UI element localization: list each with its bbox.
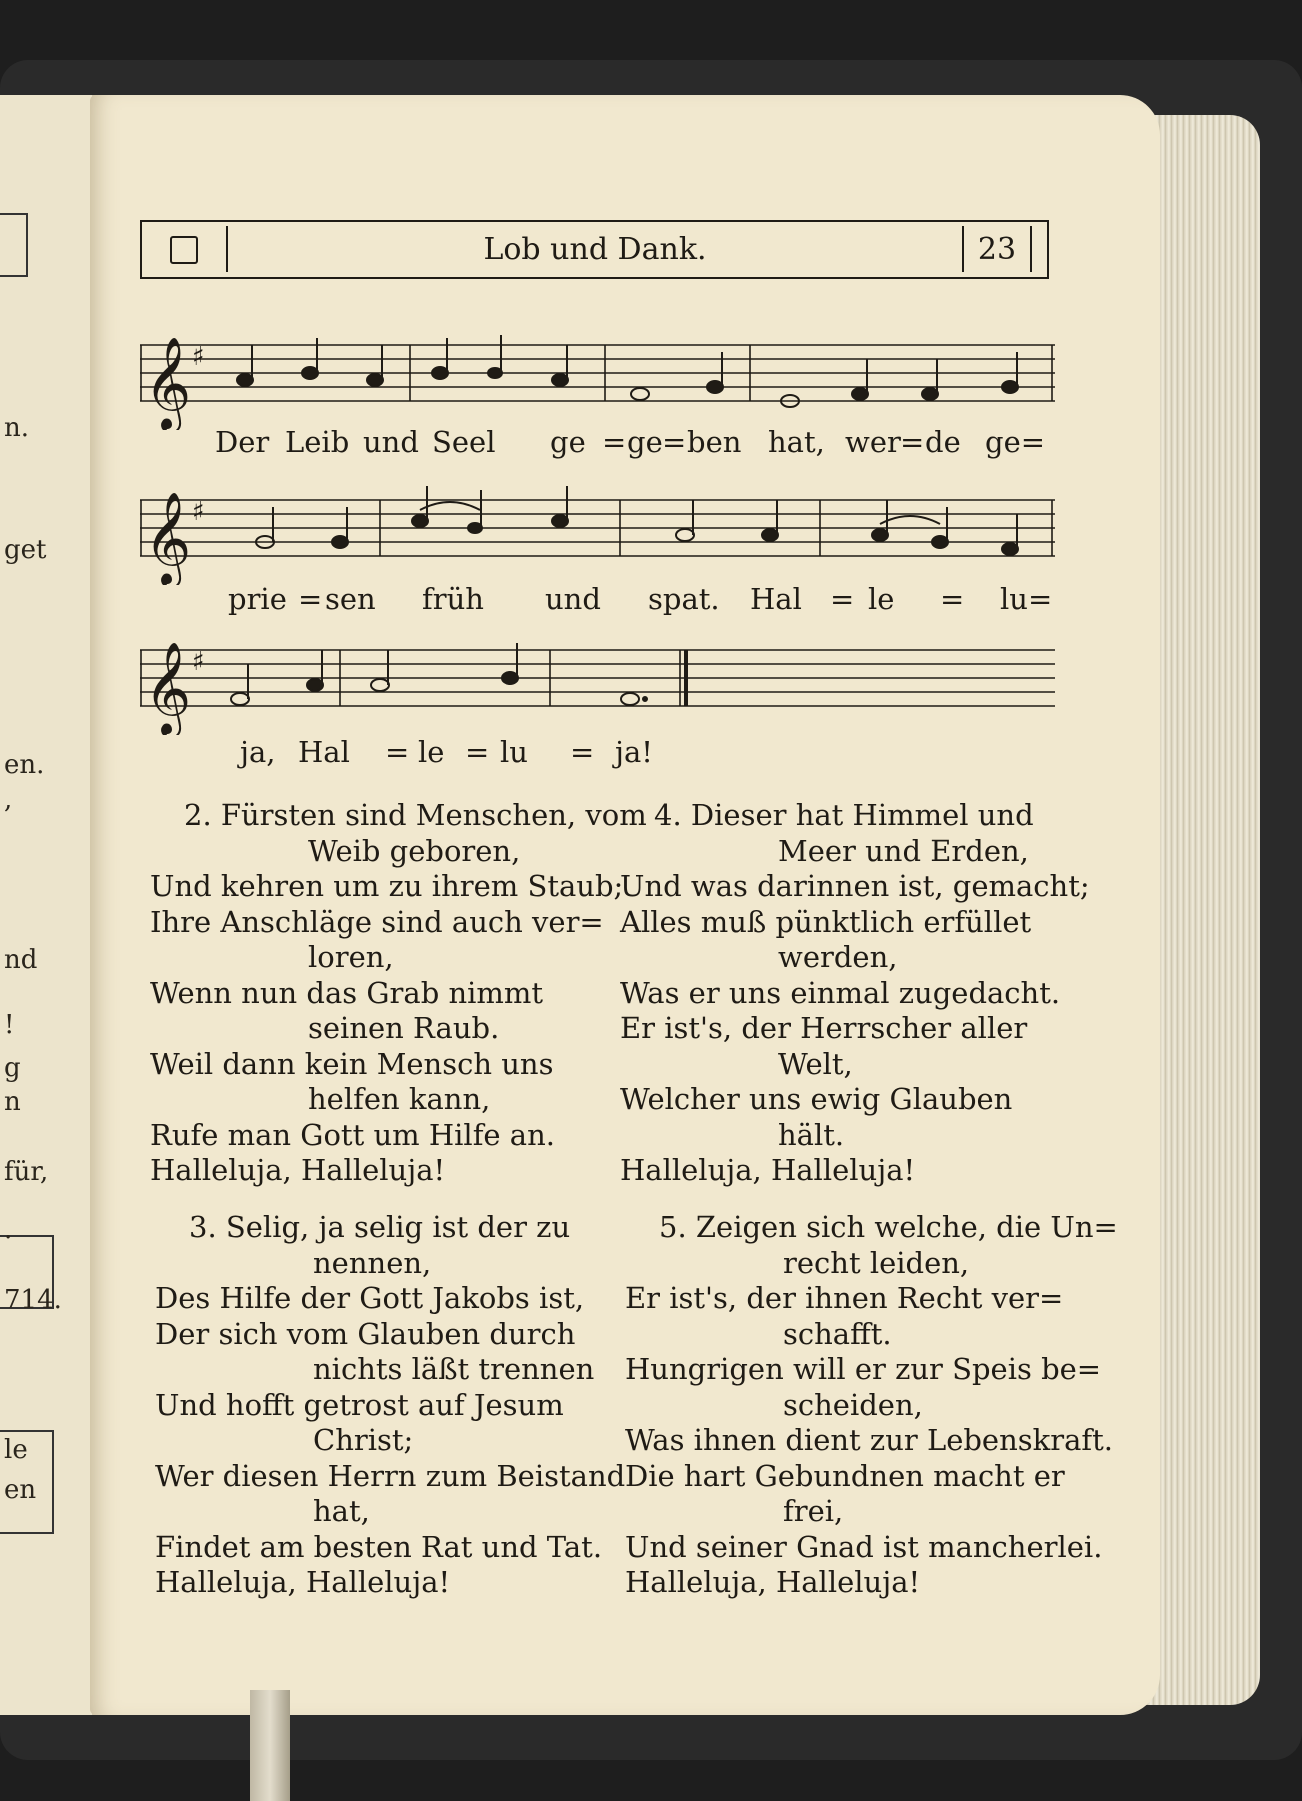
verse-4 xyxy=(620,798,1090,1189)
verse-line: 3. Selig, ja selig ist der zu xyxy=(189,1210,571,1244)
treble-clef-icon: 𝄞 xyxy=(144,336,192,429)
left-page-text: g xyxy=(4,1053,21,1083)
lyric-syllable: und xyxy=(545,582,601,616)
left-page-text: en. xyxy=(4,750,45,780)
lyric-syllable: spat. xyxy=(648,582,720,616)
page-title: Lob und Dank. xyxy=(483,232,707,267)
verse-line: Und kehren um zu ihrem Staub; xyxy=(150,869,624,903)
left-page-header-box xyxy=(0,213,28,277)
verse-line: Rufe man Gott um Hilfe an. xyxy=(150,1117,555,1152)
lyrics-line-1 xyxy=(140,425,1050,465)
lyric-syllable: Leib xyxy=(285,425,350,459)
verse-line: Und seiner Gnad ist mancherlei. xyxy=(625,1529,1103,1564)
lyric-syllable: = xyxy=(662,425,687,459)
music-staff-2 xyxy=(140,480,1055,585)
lyric-syllable: = xyxy=(465,735,490,769)
verse-line: nichts läßt trennen xyxy=(313,1352,595,1386)
verse-line: Halleluja, Halleluja! xyxy=(155,1565,451,1599)
verse-line: Was er uns einmal zugedacht. xyxy=(620,975,1061,1010)
lyric-syllable: = xyxy=(900,425,925,459)
lyric-syllable: Seel xyxy=(432,425,496,459)
lyric-syllable: sen xyxy=(325,582,376,616)
lyric-syllable: ge xyxy=(550,425,586,459)
verse-line: Halleluja, Halleluja! xyxy=(150,1153,446,1187)
verse-line: seinen Raub. xyxy=(308,1011,500,1045)
verse-line: Die hart Gebundnen macht er xyxy=(625,1458,1065,1493)
verse-line: Alles muß pünktlich erfüllet xyxy=(620,904,1032,939)
verse-line: Er ist's, der ihnen Recht ver= xyxy=(625,1281,1064,1315)
left-page-text: . xyxy=(4,1215,13,1245)
sharp-icon: ♯ xyxy=(192,497,205,527)
verse-line: loren, xyxy=(308,940,394,974)
verse-3 xyxy=(155,1210,625,1601)
verse-line: scheiden, xyxy=(783,1387,923,1422)
lyric-syllable: = xyxy=(298,582,323,616)
lyric-syllable: le xyxy=(868,582,895,616)
lyric-syllable: = xyxy=(940,582,965,616)
verse-line: Christ; xyxy=(313,1423,414,1457)
lyric-syllable: ja, xyxy=(240,735,276,769)
verse-line: hat, xyxy=(313,1494,370,1528)
lyric-syllable: ge= xyxy=(985,425,1046,459)
lyric-syllable: Der xyxy=(215,425,270,459)
lyrics-line-2 xyxy=(140,582,1053,622)
lyric-syllable: le xyxy=(418,735,445,769)
left-page-text: ! xyxy=(4,1010,15,1040)
sharp-icon: ♯ xyxy=(192,342,205,372)
left-page-text: en xyxy=(4,1475,37,1505)
left-page-text: le xyxy=(4,1435,28,1465)
verse-line: Halleluja, Halleluja! xyxy=(625,1565,921,1599)
verse-line: Des Hilfe der Gott Jakobs ist, xyxy=(155,1281,585,1315)
verse-line: schafft. xyxy=(783,1316,892,1351)
verse-line: Halleluja, Halleluja! xyxy=(620,1153,916,1187)
verse-line: 5. Zeigen sich welche, die Un= xyxy=(659,1210,1118,1244)
header-divider xyxy=(1030,226,1032,272)
left-page xyxy=(0,95,92,1715)
verse-line: Meer und Erden, xyxy=(778,833,1029,868)
lyric-syllable: lu xyxy=(500,735,528,769)
lyric-syllable: de xyxy=(925,425,961,459)
verse-line: Er ist's, der Herrscher aller xyxy=(620,1011,1028,1045)
lyric-syllable: früh xyxy=(422,582,484,616)
lyric-syllable: = xyxy=(385,735,410,769)
verse-line: Ihre Anschläge sind auch ver= xyxy=(150,904,604,939)
verse-line: Welt, xyxy=(778,1046,853,1081)
verse-line: Und was darinnen ist, gemacht; xyxy=(620,869,1090,903)
verse-line: helfen kann, xyxy=(308,1082,491,1116)
treble-clef-icon: 𝄞 xyxy=(144,641,192,734)
lyric-syllable: wer xyxy=(845,425,901,459)
verse-line: Wenn nun das Grab nimmt xyxy=(150,975,544,1010)
left-page-text: n xyxy=(4,1087,21,1117)
verse-line: recht leiden, xyxy=(783,1245,970,1280)
lyric-syllable: = xyxy=(830,582,855,616)
verse-5 xyxy=(625,1210,1118,1601)
left-page-text: n. xyxy=(4,413,30,443)
verse-line: Weil dann kein Mensch uns xyxy=(150,1046,554,1081)
lyric-syllable: Hal xyxy=(298,735,350,769)
left-page-text: 714. xyxy=(4,1285,62,1315)
page-number: 23 xyxy=(977,232,1017,267)
lyric-syllable: und xyxy=(363,425,419,459)
lyric-syllable: hat, xyxy=(768,425,825,459)
verse-line: Hungrigen will er zur Speis be= xyxy=(625,1352,1102,1386)
left-page-text: nd xyxy=(4,945,38,975)
verse-line: Der sich vom Glauben durch xyxy=(155,1316,576,1351)
verse-line: Was ihnen dient zur Lebenskraft. xyxy=(625,1423,1113,1457)
verse-line: Weib geboren, xyxy=(308,833,521,868)
lyric-syllable: prie xyxy=(228,582,287,616)
lyric-syllable: ge xyxy=(627,425,663,459)
lyric-syllable: Hal xyxy=(750,582,802,616)
left-page-text: für, xyxy=(4,1157,49,1187)
music-staff-1 xyxy=(140,325,1055,430)
bookmark-ribbon xyxy=(250,1690,290,1801)
verse-line: Und hofft getrost auf Jesum xyxy=(155,1387,564,1422)
lyric-syllable: ja! xyxy=(615,735,653,769)
sharp-icon: ♯ xyxy=(192,647,205,677)
treble-clef-icon: 𝄞 xyxy=(144,491,192,584)
lyric-syllable: = xyxy=(570,735,595,769)
verse-line: nennen, xyxy=(313,1245,432,1280)
verse-line: Welcher uns ewig Glauben xyxy=(620,1082,1013,1116)
verse-line: 4. Dieser hat Himmel und xyxy=(654,798,1034,832)
verse-line: hält. xyxy=(778,1117,845,1152)
lyric-syllable: = xyxy=(602,425,627,459)
verse-line: frei, xyxy=(783,1494,844,1528)
verse-line: 2. Fürsten sind Menschen, vom xyxy=(184,798,647,832)
lyric-syllable: lu= xyxy=(1000,582,1053,616)
left-page-text: , xyxy=(4,785,13,815)
verse-2 xyxy=(150,798,647,1189)
verse-line: Wer diesen Herrn zum Beistand xyxy=(155,1458,626,1493)
square-icon xyxy=(170,236,198,264)
lyrics-line-3 xyxy=(140,735,1050,775)
left-page-text: get xyxy=(4,535,47,565)
music-staff-3 xyxy=(140,630,1055,735)
lyric-syllable: ben xyxy=(687,425,742,459)
page-header xyxy=(140,220,1049,279)
verse-line: werden, xyxy=(778,940,898,974)
verse-line: Findet am besten Rat und Tat. xyxy=(155,1529,603,1564)
